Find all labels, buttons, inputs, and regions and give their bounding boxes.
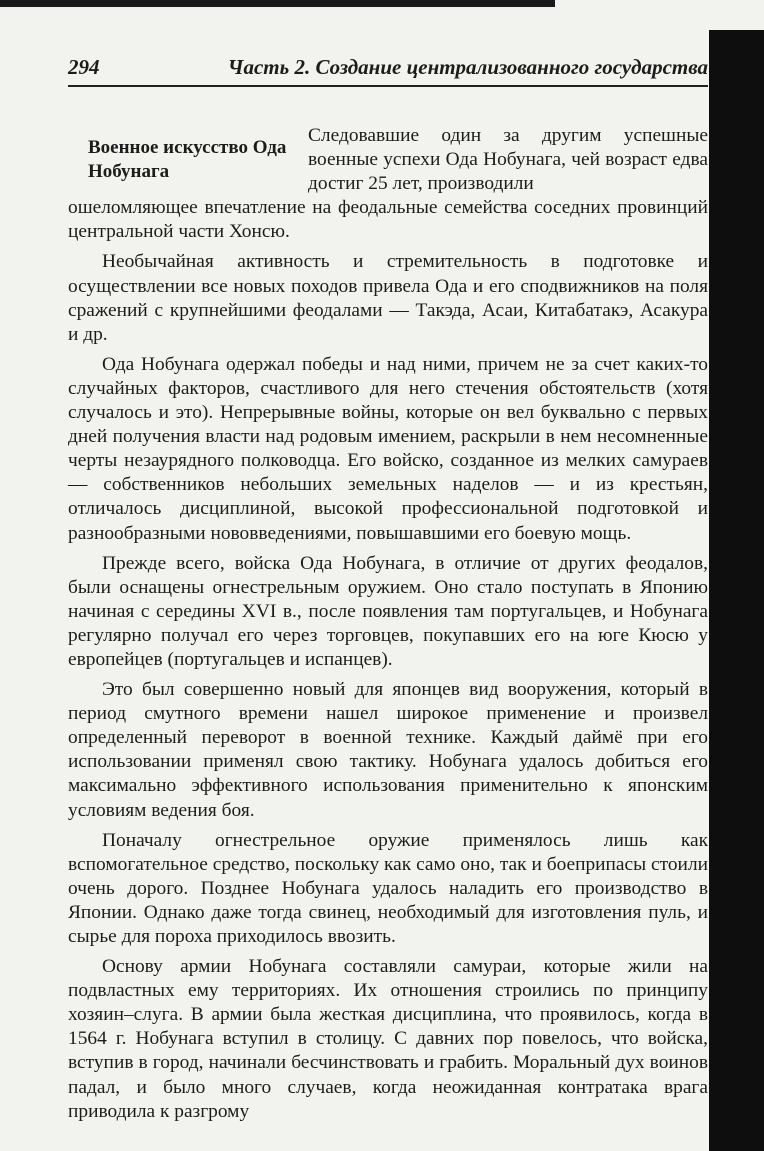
paragraph-6: Поначалу огнестрельное оружие применялось лишь как вспомогательное средство, поскольку как само оно, так и боеприпасы стоили очень дорого. Позднее Нобунага удалось наладить его производство в Японии. Однако даже тогда свинец, необходимый для изготовления пуль, и сырье для пороха приходилось ввозить. (68, 829, 708, 947)
scan-right-edge-shadow (709, 30, 764, 1151)
paragraph-7: Основу армии Нобунага составляли самураи, которые жили на подвластных ему территориях. Их отношения строились по принципу хозяин–слуга. В армии была жесткая дисциплина, что проявилось, когда в 1564 г. Нобунага вступил в столицу. С давних пор повелось, что войска, вступив в город, начинали бесчинствовать и грабить. Моральный дух воинов падал, и было много случаев, когда неожиданная контратака врага приводила к разгрому (68, 956, 708, 1122)
running-title: Часть 2. Создание централизованного государства (227, 55, 708, 79)
paragraph-3: Ода Нобунага одержал победы и над ними, причем не за счет каких-то случайных факторов, счастливого для него стечения обстоятельств (хотя случалось и это). Непрерывные войны, которые он вел буквально с первых дней получения власти над родовым имением, раскрыли в нем несомненные черты незаурядного полководца. Его войско, созданное из мелких самураев — собственников небольших земельных наделов — и из крестьян, отличалось дисциплиной, высокой профессиональной подготовкой и разнообразными нововведениями, повышавшими его боевую мощь. (68, 353, 708, 544)
header-rule (68, 85, 708, 87)
paragraph-5: Это был совершенно новый для японцев вид вооружения, который в период смутного времени нашел широкое применение и произвел определенный переворот в военной технике. Каждый даймё при его использовании применял свою тактику. Нобунага удалось добиться его максимально эффективного использования применительно к японским условиям ведения боя. (68, 679, 708, 821)
paragraph-4: Прежде всего, войска Ода Нобунага, в отличие от других феодалов, были оснащены огнестрельным оружием. Оно стало поступать в Японию начиная с середины XVI в., после появления там португальцев, и Нобунага регулярно получал его через торговцев, покупавших его на юге Кюсю у европейцев (португальцев и испанцев). (68, 552, 708, 670)
paragraph-1-rest: ошеломляющее впечатление на феодальные семейства соседних провинций центральной части Хонсю. (68, 197, 708, 243)
page-header (68, 55, 708, 89)
scan-top-edge (0, 0, 555, 7)
page-number: 294 (68, 55, 100, 79)
section-heading: Военное искусство Ода Нобунага (88, 137, 287, 182)
paragraph-1-start: Следовавшие один за другим успешные военные успехи Ода Нобунага, чей возраст едва достиг 25 лет, производили (308, 125, 708, 195)
paragraph-2: Необычайная активность и стремительность в подготовке и осуществлении все новых походов привела Ода и его сподвижников на поля сражений с крупнейшими феодалами — Такэда, Асаи, Китабатакэ, Асакура и др. (68, 251, 708, 345)
body-text (68, 124, 708, 1124)
